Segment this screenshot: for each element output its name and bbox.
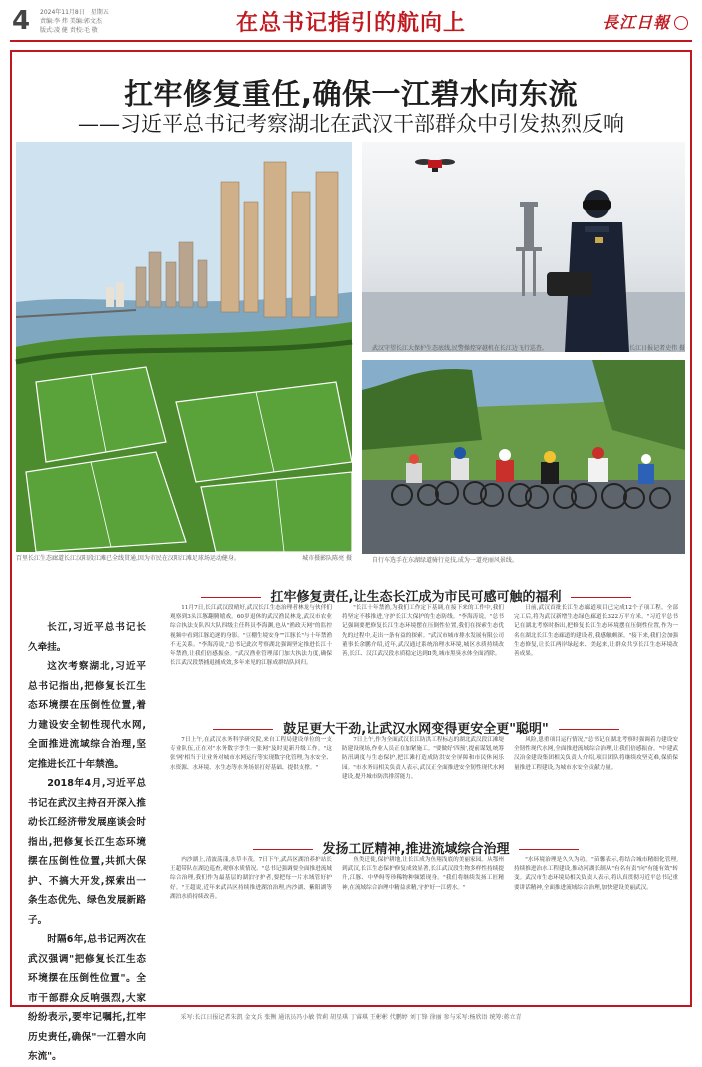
body-column [514,604,678,712]
body-text: "长江十年禁渔,为我们工作定下基调,在接下来的工作中,我们将坚定不移推进,守护长江大保护的生态防线。"李海涛说。"总书记强调要把修复长江生态环境摆在压倒性位置,我们在探索生态优先的过程中,走出一条有益的探索。"武汉市城市排水发展有限公司董事长余鹏介绍,近年,武汉通过系统治理水环境,城区水质持续改善,长江、汉江武汉段水质稳定达到Ⅱ类,城市黑臭水体全面消除。 [342,605,504,658]
body-text: 风险,患重项目运行情况,"总书记在湖北考察时强调着力建设安全韧性现代水网,全面推进流域综合治理,让我们倍感振奋。"中建武汉冶金建设集团相关负责人介绍,项目团队将继续攻坚克难,保质保量推进工程建设,为城市水安全贡献力量。 [514,737,678,771]
body-text: 日前,武汉首批长江生态廊道项目已完成12个子项工程。全部完工后,将为武汉新增生态绿色廊道长322万平方米。"习近平总书记在湖北考察时指出,把修复长江生态环境摆在压倒性位置,作为一名在湖北长江生态廊道的建设者,我感触颇深。"接下来,我们会加强生态修复,让长江两岸绿起来、美起来,让群众共享长江生态环境改善成果。 [514,605,678,658]
caption-text: 武汉守望长江大保护生态底线,民警操控穿越机在长江边飞行巡查。 [372,345,548,352]
body-text: 7日上午,作为全面武汉长江防洪工程标志的湖北武汉段江滩堤防建设现场,作业人员正在加紧施工。"要做好'四预',提前谋划,统筹防汛调度与生态保护,把江滩打造成防洪安全屏障和市民休闲乐园。"市水务局相关负责人表示,武汉正全面推进安全韧性现代水网建设,提升城市防洪排涝能力。 [342,737,505,780]
body-column [514,856,678,1002]
caption-text: 自行车选手在东湖绿道骑行竞技,成为一道亮丽风景线。 [372,557,518,564]
body-column [170,856,332,1002]
meta-line: 2024年11月8日 星期五 [40,9,109,16]
logo-seal-icon [674,16,688,30]
meta-line: 责编:李 炜 美编:郭文杰 [40,18,102,25]
photo-credit: 长江日报记者史伟 摄 [629,345,685,352]
meta-line: 版式:凌 健 责校:毛 敬 [40,27,98,34]
byline-footer: 采写:长江日报记者朱凯 金文兵 张衡 通讯员冯小敏 管莉 胡星琪 丁睿琪 王彬彬 代鹏婷 刘丁锋 徐丽 参与采写:杨欣语 统筹:蒋立青 [180,1014,522,1021]
caption-text: 百里长江生态廊道长江汉阳段江滩已全线贯通,因为市民在汉阳江滩足球场运动健身。 [16,555,240,562]
photo-credit: 城市摄影队陈亮 摄 [302,555,352,562]
subheadline: ——习近平总书记考察湖北在武汉干部群众中引发热烈反响 [78,112,624,136]
body-text: 鱼类迁徙,保护耕地,让长江成为鱼翔浅底的美丽家园。从鄂州到武汉,长江生态保护修复成效显著,长江武汉段生物多样性持续提升,江豚、中华鲟等珍稀物种频繁现身。"我们将继续发扬工匠精神,在流域综合治理中精益求精,守护好一江碧水。" [342,857,504,891]
photo-caption [372,345,685,353]
logo-text: 長江日報 [601,13,670,32]
intro-column [28,618,146,1062]
body-column [342,604,504,712]
intro-paragraph: 2018年4月,习近平总书记在武汉主持召开深入推动长江经济带发展座谈会时指出,把修复长江生态环境摆在压倒性位置,共抓大保护、不搞大开发,探索出一条生态优先、绿色发展新路子。 [28,778,146,926]
body-text: 11月7日,长江武汉段晴好,武汉长江生态治理者林龙与伙伴们观察到3头江豚翻腾嬉戏。60岁退休的武汉渔民林龙,武汉市农业综合执法支队四大队四级主任科员李海渊,也从"渔政天网"的监控视频中看到江豚追逐的身影。"豆棚生境安身""江豚长"与十年禁渔不无关系。"李海涛说,"总书记此次考察湖北强调坚定推进长江十年禁渔,让我们倍感振奋。"武汉渔业管理部门加大执法力度,确保长江武汉段禁捕退捕成效,多年来见的江豚成群结队回归。 [170,605,332,667]
body-column [170,736,332,832]
intro-paragraph: 长江,习近平总书记长久牵挂。 [28,622,146,653]
body-text: "水环境治理是久久为功。"苗馨表示,将结合城市精细化管理,持续推进治水工程建设,推动河湖长制从"有名有责"向"有能有效"转变。武汉市生态环境局相关负责人表示,将认真贯彻习近平总书记重要讲话精神,全面推进流域综合治理,加快建设美丽武汉。 [514,857,678,891]
section-heading: 发扬工匠精神,推进流域综合治理 [150,838,682,857]
intro-paragraph: 时隔6年,总书记两次在武汉强调"把修复长江生态环境摆在压倒性位置"。全市干部群众反响强烈,大家纷纷表示,要牢记嘱托,扛牢历史责任,确保"一江碧水向东流"。 [28,934,146,1062]
body-column [342,856,504,1002]
section-title: 在总书记指引的航向上 [235,10,466,36]
body-column [342,736,504,832]
section-heading: 扛牢修复责任,让生态长江成为市民可感可触的福利 [150,586,682,605]
photo-caption [372,557,685,565]
photo-riverside-fields [16,142,352,552]
headline: 扛牢修复重任,确保一江碧水向东流 [123,77,579,111]
page-number: 4 [12,6,31,36]
section-heading: 鼓足更大干劲,让武汉水网变得更安全更"聪明" [150,718,682,737]
intro-paragraph: 这次考察湖北,习近平总书记指出,把修复长江生态环境摆在压倒性位置,着力建设安全韧性现代水网,全面推进流域综合治理,坚定推进长江十年禁渔。 [28,661,146,770]
body-column [170,604,332,712]
photo-caption [16,555,352,563]
newspaper-logo [602,10,688,33]
body-column [514,736,678,832]
body-text: 内沙湖上,清波荡漾,水草丰茂。7日下午,武昌区湖泊养护站长王超带队在湖边巡查,观察水质情况。"总书记强调要全面推进流域综合治理,我们作为最基层的湖泊守护者,要把每一片水域管好护好。"王超说,近年来武昌区持续推进湖泊治理,内沙湖、紫阳湖等湖泊水质持续改善。 [170,857,332,900]
photo-drone-patrol [362,142,685,352]
body-text: 7日上午,在武汉水务科学研究院,来自工程局建设单位的一支专业队伍,正在对"水务数字孪生一张网"及时更新升级工作。"这张'网'相当于让业务对城市水网运行等实现数字化管理,为水安全、水资源、水环境、水生态等水务场景打好基础、提供支撑。" [170,737,332,771]
photo-cyclists [362,360,685,554]
masthead-rule [10,40,692,42]
